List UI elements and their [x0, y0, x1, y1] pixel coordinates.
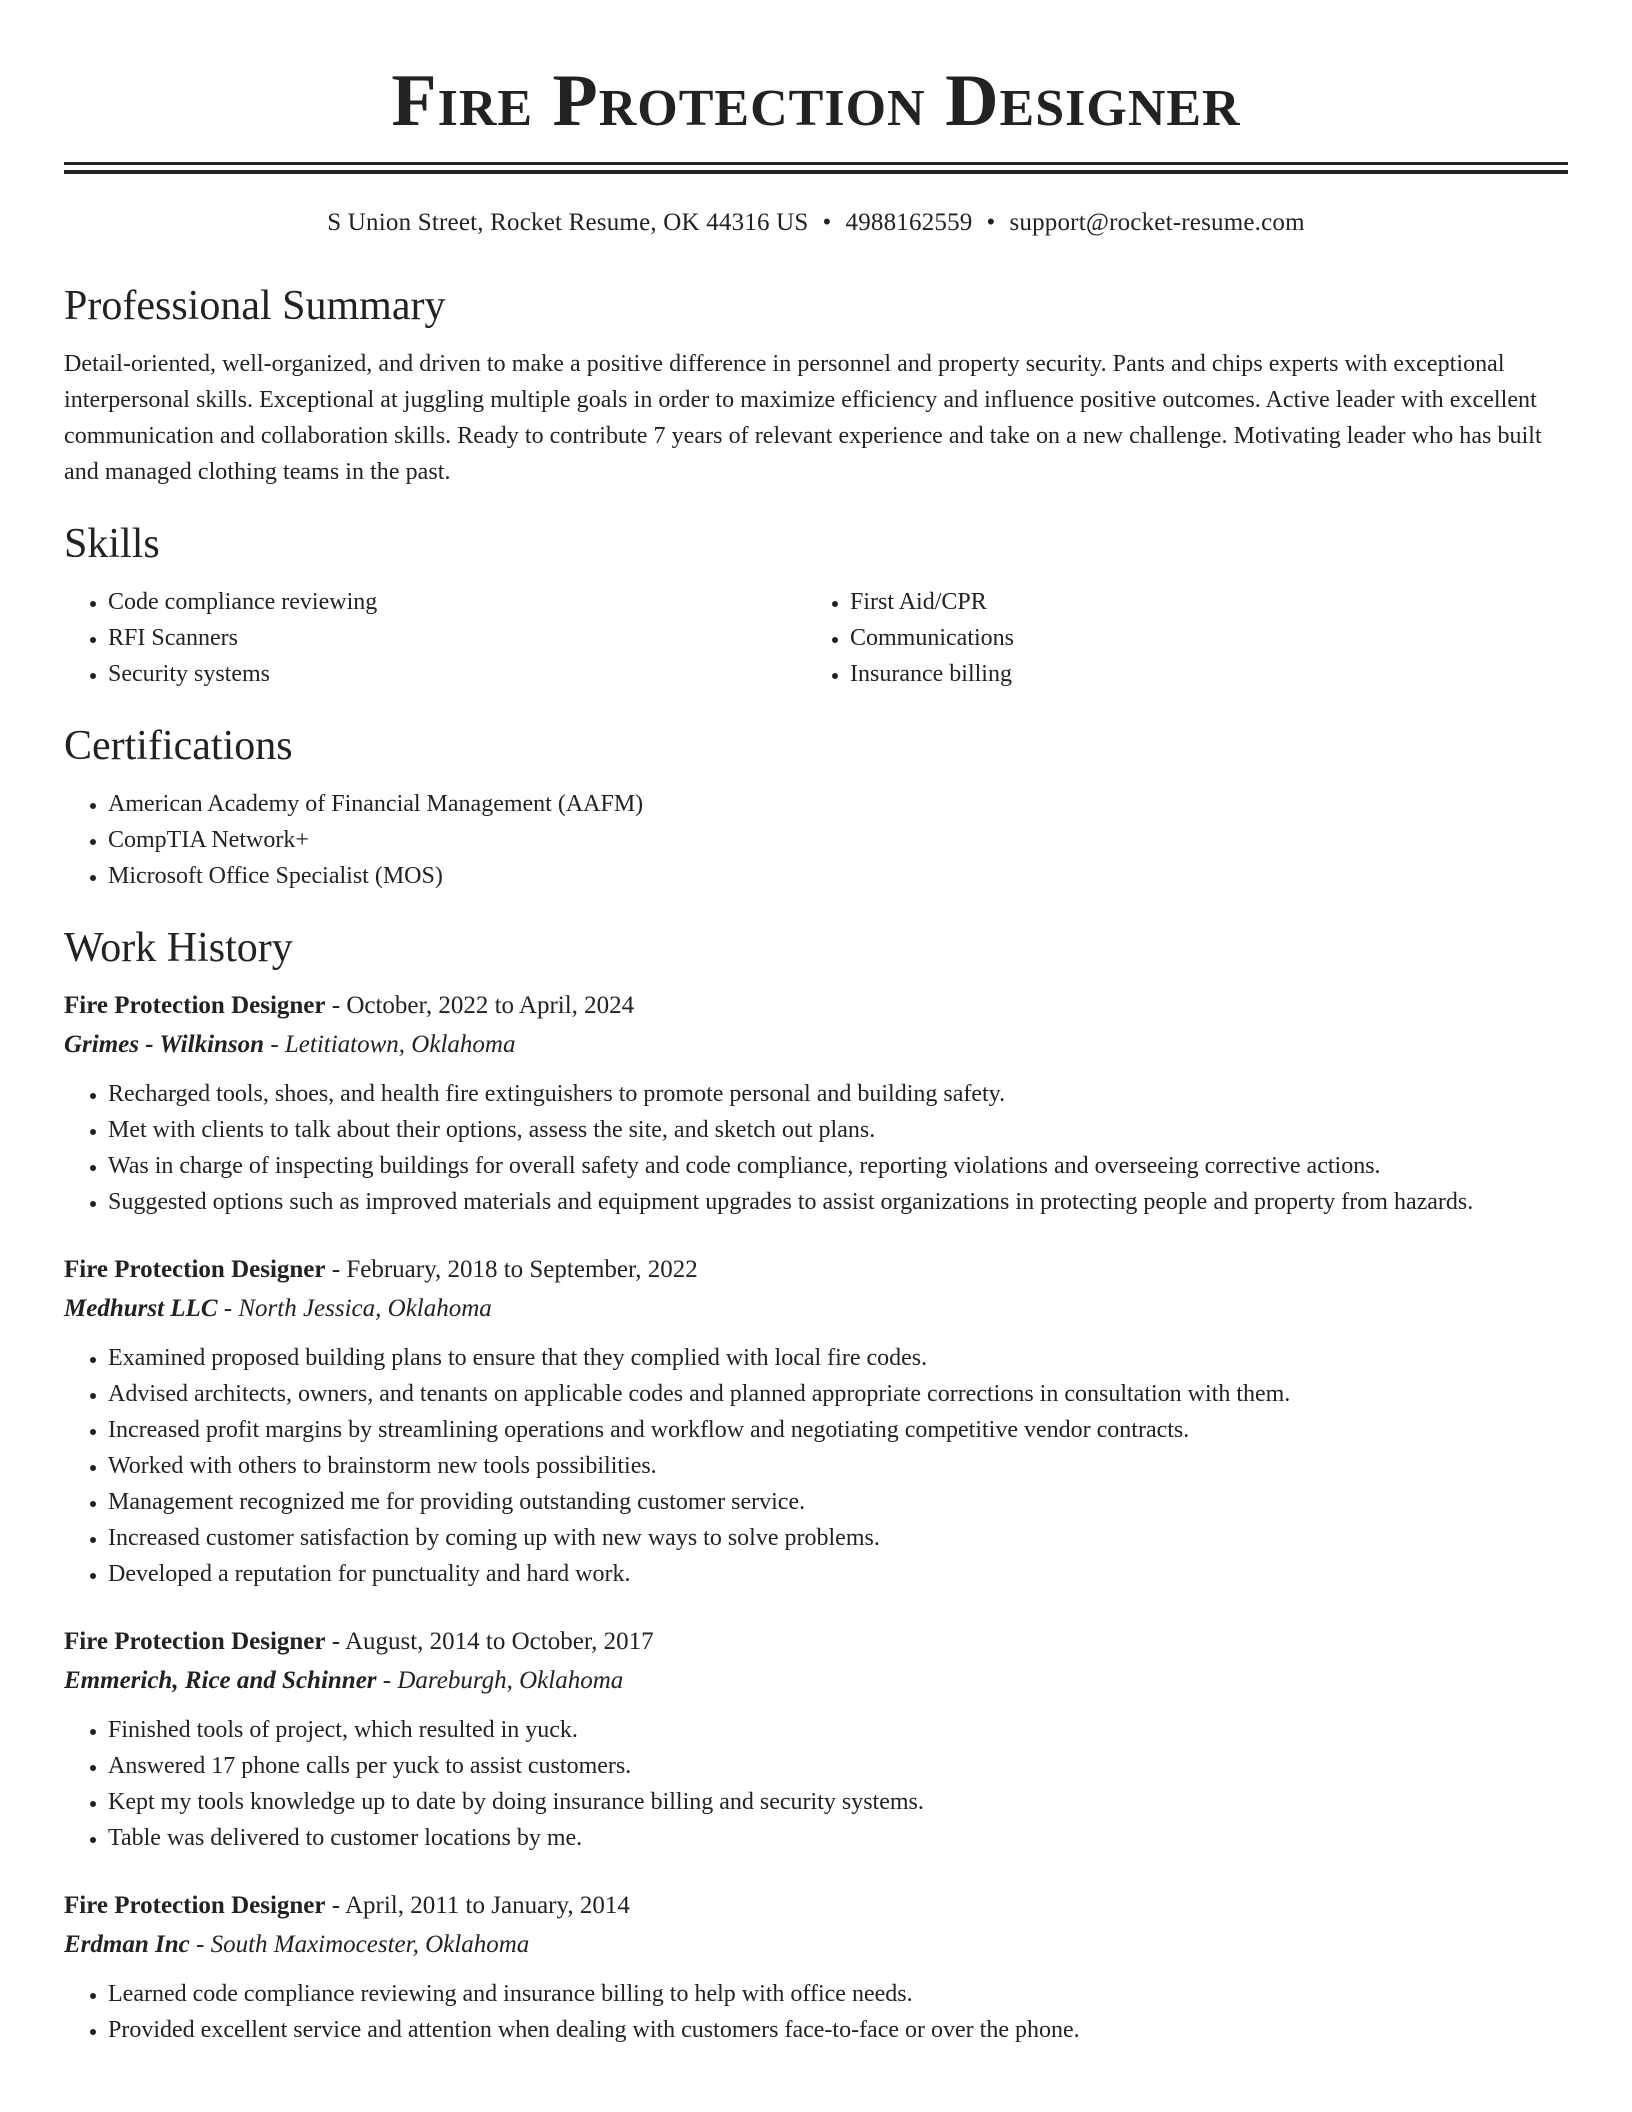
job-dash: - [189, 1931, 211, 1958]
job-dash: - [325, 1892, 345, 1919]
job-duties-list [64, 1340, 1568, 1592]
job-duties-list [64, 1712, 1568, 1856]
job-role: Fire Protection Designer [64, 992, 326, 1019]
certifications-list [64, 786, 1568, 894]
job-dates: April, 2011 to January, 2014 [344, 1892, 630, 1919]
job-duty: • Increased profit margins by streamlining operations and workflow and negotiating competitive vendor contracts. [108, 1412, 1568, 1448]
skills-column-right [806, 584, 1548, 692]
job-company-line [64, 1290, 1568, 1328]
contact-email: support@rocket-resume.com [1009, 209, 1305, 236]
job-company: Emmerich, Rice and Schinner [64, 1667, 377, 1694]
skills-column-left [64, 584, 806, 692]
job-duty: • Recharged tools, shoes, and health fire extinguishers to promote personal and building safety. [108, 1076, 1568, 1112]
skill-item: • Communications [850, 620, 1548, 656]
job-role: Fire Protection Designer [64, 1256, 326, 1283]
job-company-line [64, 1662, 1568, 1700]
skills-heading: Skills [64, 521, 160, 567]
job-dash: - [325, 992, 347, 1019]
job-duty: • Worked with others to brainstorm new tools possibilities. [108, 1448, 1568, 1484]
job-duty: • Table was delivered to customer locations by me. [108, 1820, 1568, 1856]
job-dates: February, 2018 to September, 2022 [346, 1256, 698, 1283]
job-title-line [64, 1250, 1568, 1290]
job-duty: • Developed a reputation for punctuality and hard work. [108, 1556, 1568, 1592]
certification-item: • CompTIA Network+ [108, 822, 1568, 858]
skill-item: • RFI Scanners [108, 620, 806, 656]
contact-phone: 4988162559 [845, 209, 973, 236]
job-dates: August, 2014 to October, 2017 [344, 1628, 654, 1655]
job-company: Medhurst LLC [64, 1295, 218, 1322]
job-company: Grimes - Wilkinson [64, 1031, 265, 1058]
skill-item: • Insurance billing [850, 656, 1548, 692]
job-company-line [64, 1926, 1568, 1964]
title-divider-thick [64, 170, 1568, 174]
job-dash: - [325, 1256, 347, 1283]
job-duty: • Advised architects, owners, and tenants on applicable codes and planned appropriate corrections in consultation with them. [108, 1376, 1568, 1412]
job-duties-list [64, 1976, 1568, 2048]
job-duty: • Management recognized me for providing outstanding customer service. [108, 1484, 1568, 1520]
skills-grid [64, 584, 1568, 692]
job-location: South Maximocester, Oklahoma [210, 1931, 530, 1958]
skills-list-left [64, 584, 806, 692]
job-dates: October, 2022 to April, 2024 [346, 992, 635, 1019]
job-title-line [64, 986, 1568, 1026]
skill-item: • Code compliance reviewing [108, 584, 806, 620]
job-duty: • Was in charge of inspecting buildings for overall safety and code compliance, reporting violations and overseeing corrective actions. [108, 1148, 1568, 1184]
skill-item: • First Aid/CPR [850, 584, 1548, 620]
job-location: Dareburgh, Oklahoma [397, 1667, 624, 1694]
job-duty: • Answered 17 phone calls per yuck to assist customers. [108, 1748, 1568, 1784]
job-duty: • Kept my tools knowledge up to date by doing insurance billing and security systems. [108, 1784, 1568, 1820]
job-title-line [64, 1622, 1568, 1662]
certification-item: • Microsoft Office Specialist (MOS) [108, 858, 1568, 894]
job-duty: • Met with clients to talk about their options, assess the site, and sketch out plans. [108, 1112, 1568, 1148]
job-role: Fire Protection Designer [64, 1892, 326, 1919]
resume-title: Fire Protection Designer [391, 60, 1241, 142]
contact-separator: • [822, 209, 832, 236]
certification-item: • American Academy of Financial Management (AAFM) [108, 786, 1568, 822]
summary-text: Detail-oriented, well-organized, and driven to make a positive difference in personnel and property security. Pants and chips experts with exceptional interpersonal skills. Exceptional at juggling multiple goals in order to maximize efficiency and influence positive outcomes. Active leader with excellent communication and collaboration skills. Ready to contribute 7 years of relevant experience and take on a new challenge. Motivating leader who has built and managed clothing teams in the past. [64, 351, 1542, 485]
contact-separator: • [986, 209, 996, 236]
work-history-heading: Work History [64, 925, 293, 971]
summary-heading: Professional Summary [64, 283, 446, 329]
job-duties-list [64, 1076, 1568, 1220]
job-location: North Jessica, Oklahoma [238, 1295, 492, 1322]
job-duty: • Increased customer satisfaction by coming up with new ways to solve problems. [108, 1520, 1568, 1556]
skill-item: • Security systems [108, 656, 806, 692]
title-divider-thin [64, 162, 1568, 165]
job-dash: - [376, 1667, 398, 1694]
job-entry [64, 1622, 1568, 1856]
job-duty: • Examined proposed building plans to ensure that they complied with local fire codes. [108, 1340, 1568, 1376]
job-role: Fire Protection Designer [64, 1628, 326, 1655]
job-duty: • Suggested options such as improved materials and equipment upgrades to assist organizations in protecting people and property from hazards. [108, 1184, 1568, 1220]
job-duty: • Provided excellent service and attention when dealing with customers face-to-face or over the phone. [108, 2012, 1568, 2048]
contact-address: S Union Street, Rocket Resume, OK 44316 US [327, 209, 809, 236]
job-dash: - [217, 1295, 239, 1322]
job-dash: - [264, 1031, 285, 1058]
job-company-line [64, 1026, 1568, 1064]
job-entry [64, 986, 1568, 1220]
job-duty: • Finished tools of project, which resulted in yuck. [108, 1712, 1568, 1748]
job-company: Erdman Inc [64, 1931, 190, 1958]
job-dash: - [325, 1628, 345, 1655]
job-entry [64, 1886, 1568, 2048]
skills-list-right [806, 584, 1548, 692]
job-entry [64, 1250, 1568, 1592]
job-duty: • Learned code compliance reviewing and insurance billing to help with office needs. [108, 1976, 1568, 2012]
certifications-heading: Certifications [64, 723, 293, 769]
job-location: Letitiatown, Oklahoma [284, 1031, 516, 1058]
contact-line [64, 206, 1568, 240]
job-title-line [64, 1886, 1568, 1926]
